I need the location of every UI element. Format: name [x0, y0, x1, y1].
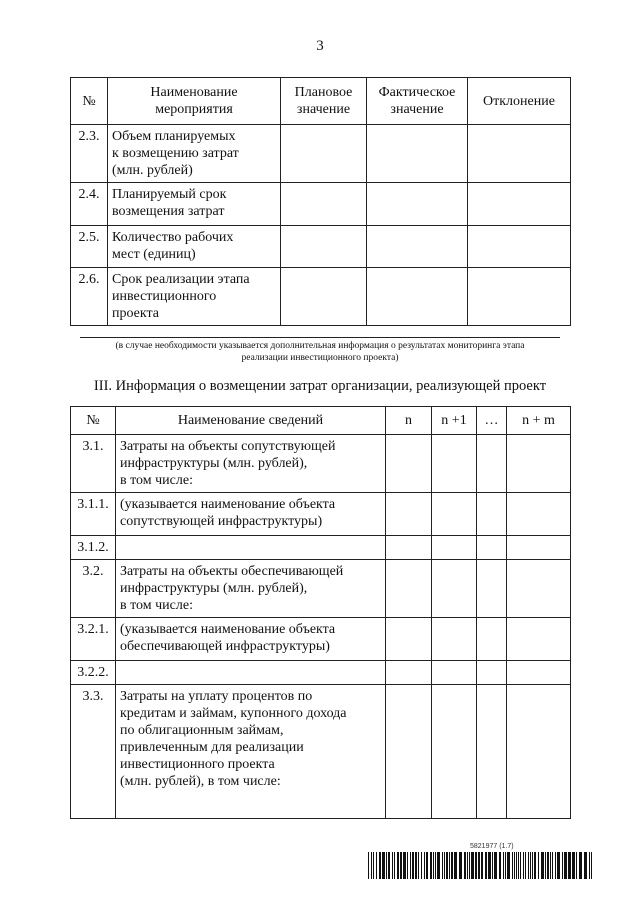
actual-value-cell	[367, 268, 468, 326]
footnote: (в случае необходимости указывается дополнительная информация о результатах мониторинга этапа реализации инвестиционного проекта)	[115, 341, 525, 363]
col-header-deviation: Отклонение	[468, 78, 571, 125]
col-header-event-name: Наименование мероприятия	[108, 78, 281, 125]
table-row	[71, 685, 571, 819]
col-header-number: №	[71, 407, 116, 435]
deviation-cell	[468, 125, 571, 183]
value-cell-n-plus-1	[432, 435, 477, 493]
value-cell-n-plus-1	[432, 618, 477, 661]
value-cell-n-plus-1	[432, 661, 477, 685]
table-row	[71, 268, 571, 326]
row-number: 3.1.	[71, 435, 116, 493]
actual-value-cell	[367, 125, 468, 183]
row-number: 2.6.	[71, 268, 108, 326]
table-row	[71, 661, 571, 685]
table-row	[71, 560, 571, 618]
row-number: 3.2.	[71, 560, 116, 618]
row-name: Затраты на уплату процентов по кредитам и займам, купонного дохода по облигационным займам, привлеченным для реализации инвестиционного проекта (млн. рублей), в том числе:	[116, 685, 386, 819]
col-header-n-plus-m: n + m	[507, 407, 571, 435]
actual-value-cell	[367, 226, 468, 268]
value-cell-n	[386, 618, 432, 661]
row-name: Количество рабочих мест (единиц)	[108, 226, 281, 268]
table-header-row	[71, 407, 571, 435]
row-name: Затраты на объекты сопутствующей инфраструктуры (млн. рублей), в том числе:	[116, 435, 386, 493]
row-number: 3.3.	[71, 685, 116, 819]
col-header-info-name: Наименование сведений	[116, 407, 386, 435]
row-name	[116, 536, 386, 560]
value-cell-ellipsis	[477, 618, 507, 661]
planned-value-cell	[281, 125, 367, 183]
deviation-cell	[468, 268, 571, 326]
value-cell-ellipsis	[477, 661, 507, 685]
row-name	[116, 661, 386, 685]
table-row	[71, 618, 571, 661]
col-header-planned-value: Плановое значение	[281, 78, 367, 125]
footnote-rule	[80, 337, 560, 338]
row-name: (указывается наименование объекта обеспечивающей инфраструктуры)	[116, 618, 386, 661]
table-row	[71, 125, 571, 183]
monitoring-table	[70, 77, 571, 326]
barcode-number: 5821977 (1.7)	[470, 843, 514, 850]
cost-reimbursement-table	[70, 406, 571, 819]
value-cell-n-plus-m	[507, 560, 571, 618]
value-cell-n-plus-1	[432, 560, 477, 618]
value-cell-n-plus-m	[507, 685, 571, 819]
col-header-number: №	[71, 78, 108, 125]
value-cell-ellipsis	[477, 435, 507, 493]
value-cell-n-plus-m	[507, 618, 571, 661]
actual-value-cell	[367, 183, 468, 226]
value-cell-n	[386, 493, 432, 536]
row-number: 2.5.	[71, 226, 108, 268]
value-cell-n-plus-1	[432, 685, 477, 819]
table-row	[71, 493, 571, 536]
value-cell-n	[386, 661, 432, 685]
value-cell-ellipsis	[477, 493, 507, 536]
table-row	[71, 183, 571, 226]
planned-value-cell	[281, 183, 367, 226]
value-cell-n	[386, 435, 432, 493]
row-name: Объем планируемых к возмещению затрат (млн. рублей)	[108, 125, 281, 183]
table-row	[71, 435, 571, 493]
row-name: Планируемый срок возмещения затрат	[108, 183, 281, 226]
row-number: 3.1.2.	[71, 536, 116, 560]
page-number: 3	[316, 38, 324, 54]
deviation-cell	[468, 226, 571, 268]
row-number: 3.2.2.	[71, 661, 116, 685]
value-cell-ellipsis	[477, 536, 507, 560]
value-cell-n-plus-1	[432, 536, 477, 560]
value-cell-n	[386, 536, 432, 560]
planned-value-cell	[281, 268, 367, 326]
table-header-row	[71, 78, 571, 125]
table-row	[71, 536, 571, 560]
value-cell-n	[386, 560, 432, 618]
row-name: (указывается наименование объекта сопутствующей инфраструктуры)	[116, 493, 386, 536]
value-cell-n-plus-m	[507, 661, 571, 685]
col-header-n: n	[386, 407, 432, 435]
value-cell-ellipsis	[477, 685, 507, 819]
table-row	[71, 226, 571, 268]
value-cell-n-plus-1	[432, 493, 477, 536]
deviation-cell	[468, 183, 571, 226]
row-number: 3.1.1.	[71, 493, 116, 536]
row-number: 2.4.	[71, 183, 108, 226]
row-number: 3.2.1.	[71, 618, 116, 661]
col-header-ellipsis: …	[477, 407, 507, 435]
value-cell-n-plus-m	[507, 435, 571, 493]
planned-value-cell	[281, 226, 367, 268]
row-name: Срок реализации этапа инвестиционного проекта	[108, 268, 281, 326]
row-name: Затраты на объекты обеспечивающей инфраструктуры (млн. рублей), в том числе:	[116, 560, 386, 618]
col-header-n-plus-1: n +1	[432, 407, 477, 435]
value-cell-n	[386, 685, 432, 819]
row-number: 2.3.	[71, 125, 108, 183]
value-cell-n-plus-m	[507, 536, 571, 560]
section-heading: III. Информация о возмещении затрат организации, реализующей проект	[93, 378, 547, 394]
value-cell-n-plus-m	[507, 493, 571, 536]
col-header-actual-value: Фактическое значение	[367, 78, 468, 125]
barcode	[368, 852, 592, 879]
value-cell-ellipsis	[477, 560, 507, 618]
